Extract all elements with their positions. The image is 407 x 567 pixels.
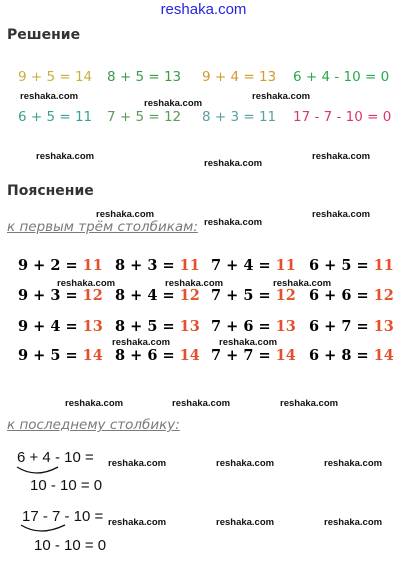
result-number: 13 bbox=[179, 318, 200, 335]
example-1-line-2: 10 - 10 = 0 bbox=[30, 477, 103, 494]
grid-eq: 6 + 7 = 13 bbox=[309, 318, 394, 335]
grid-eq: 9 + 3 = 12 bbox=[18, 287, 103, 304]
result-number: 14 bbox=[82, 347, 103, 364]
result-number: 12 bbox=[275, 287, 296, 304]
watermark: reshaka.com bbox=[204, 217, 263, 228]
subtitle-first-columns: к первым трём столбикам: bbox=[7, 219, 198, 235]
watermark: reshaka.com bbox=[324, 458, 383, 469]
result-number: 14 bbox=[275, 347, 296, 364]
grid-eq: 8 + 3 = 11 bbox=[115, 257, 200, 274]
example-2-line-1: 17 - 7 - 10 = bbox=[22, 508, 104, 525]
site-title[interactable]: reshaka.com bbox=[160, 1, 247, 18]
watermark: reshaka.com bbox=[144, 98, 203, 109]
explanation-heading: Пояснение bbox=[7, 183, 94, 199]
solution-heading: Решение bbox=[7, 27, 81, 43]
example-1-line-1: 6 + 4 - 10 = bbox=[17, 449, 94, 466]
result-number: 12 bbox=[82, 287, 103, 304]
watermark: reshaka.com bbox=[324, 517, 383, 528]
watermark: reshaka.com bbox=[219, 337, 278, 348]
solution-eq: 6 + 5 = 11 bbox=[18, 109, 93, 125]
result-number: 11 bbox=[179, 257, 200, 274]
grid-eq: 6 + 5 = 11 bbox=[309, 257, 394, 274]
grid-eq: 8 + 4 = 12 bbox=[115, 287, 200, 304]
grouping-brace-icon bbox=[18, 524, 68, 538]
watermark: reshaka.com bbox=[65, 398, 124, 409]
solution-eq: 9 + 5 = 14 bbox=[18, 69, 93, 85]
result-number: 13 bbox=[275, 318, 296, 335]
grid-eq: 8 + 5 = 13 bbox=[115, 318, 200, 335]
grid-eq: 7 + 5 = 12 bbox=[211, 287, 296, 304]
result-number: 11 bbox=[82, 257, 103, 274]
grid-eq: 6 + 8 = 14 bbox=[309, 347, 394, 364]
solution-eq: 8 + 3 = 11 bbox=[202, 109, 277, 125]
watermark: reshaka.com bbox=[36, 151, 95, 162]
watermark: reshaka.com bbox=[216, 517, 275, 528]
watermark: reshaka.com bbox=[96, 209, 155, 220]
watermark: reshaka.com bbox=[216, 458, 275, 469]
watermark: reshaka.com bbox=[165, 278, 224, 289]
grid-eq: 6 + 6 = 12 bbox=[309, 287, 394, 304]
solution-eq: 8 + 5 = 13 bbox=[107, 69, 182, 85]
grid-eq: 8 + 6 = 14 bbox=[115, 347, 200, 364]
result-number: 11 bbox=[275, 257, 296, 274]
subtitle-last-column: к последнему столбику: bbox=[7, 417, 180, 433]
solution-eq: 7 + 5 = 12 bbox=[107, 109, 182, 125]
grid-eq: 7 + 4 = 11 bbox=[211, 257, 296, 274]
result-number: 13 bbox=[373, 318, 394, 335]
result-number: 13 bbox=[82, 318, 103, 335]
watermark: reshaka.com bbox=[204, 158, 263, 169]
grid-eq: 9 + 4 = 13 bbox=[18, 318, 103, 335]
watermark: reshaka.com bbox=[280, 398, 339, 409]
result-number: 11 bbox=[373, 257, 394, 274]
result-number: 14 bbox=[373, 347, 394, 364]
example-2-line-2: 10 - 10 = 0 bbox=[34, 537, 107, 554]
grid-eq: 7 + 6 = 13 bbox=[211, 318, 296, 335]
watermark: reshaka.com bbox=[273, 278, 332, 289]
result-number: 12 bbox=[373, 287, 394, 304]
watermark: reshaka.com bbox=[312, 151, 371, 162]
result-number: 12 bbox=[179, 287, 200, 304]
watermark: reshaka.com bbox=[112, 337, 171, 348]
result-number: 14 bbox=[179, 347, 200, 364]
grid-eq: 7 + 7 = 14 bbox=[211, 347, 296, 364]
grid-eq: 9 + 2 = 11 bbox=[18, 257, 103, 274]
watermark: reshaka.com bbox=[108, 458, 167, 469]
solution-eq: 6 + 4 - 10 = 0 bbox=[293, 69, 390, 85]
watermark: reshaka.com bbox=[57, 278, 116, 289]
watermark: reshaka.com bbox=[20, 91, 79, 102]
watermark: reshaka.com bbox=[312, 209, 371, 220]
watermark: reshaka.com bbox=[108, 517, 167, 528]
grid-eq: 9 + 5 = 14 bbox=[18, 347, 103, 364]
watermark: reshaka.com bbox=[252, 91, 311, 102]
watermark: reshaka.com bbox=[172, 398, 231, 409]
solution-eq: 17 - 7 - 10 = 0 bbox=[293, 109, 392, 125]
solution-eq: 9 + 4 = 13 bbox=[202, 69, 277, 85]
